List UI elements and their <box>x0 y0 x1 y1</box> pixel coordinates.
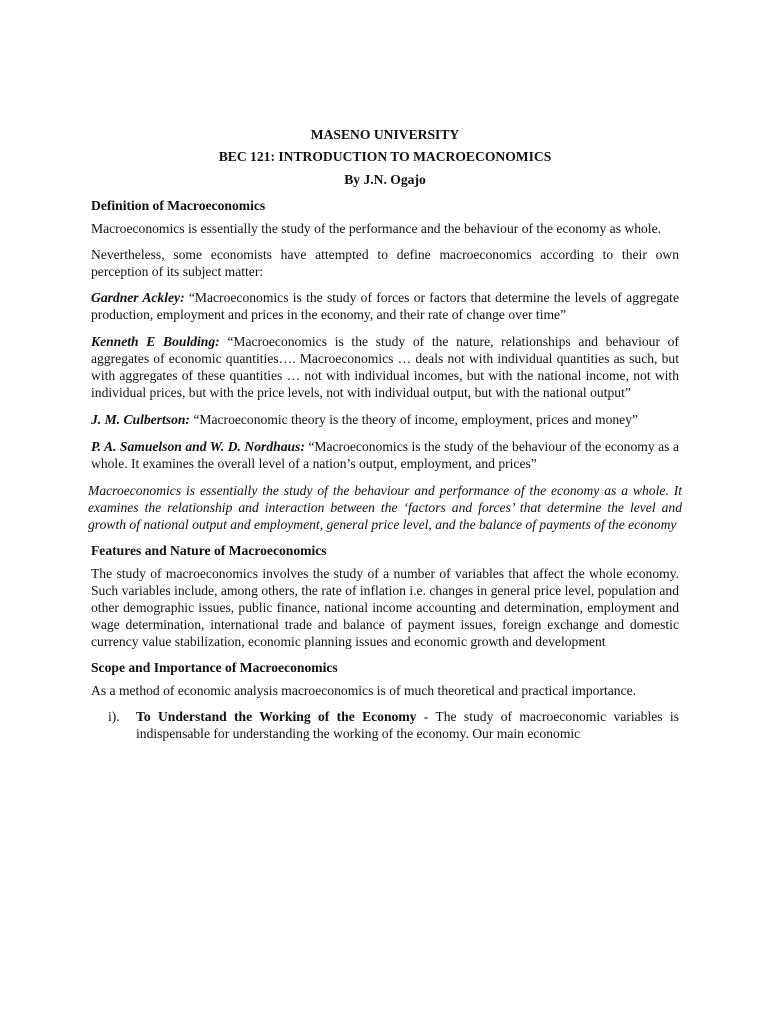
quote-author: Kenneth E Boulding: <box>91 334 220 349</box>
quote-text: “Macroeconomics is the study of the nature, relationships and behaviour of aggregates of economic quantities…. Macroeconomics … deals not with individual quantities as such, but with aggregates of these quantities … not with individual incomes, but with the national income, not with individual prices, but with the price levels, not with individual output, but with the national output” <box>91 334 679 400</box>
scope-heading: Scope and Importance of Macroeconomics <box>91 660 338 675</box>
university-title: MASENO UNIVERSITY <box>310 127 460 142</box>
definition-summary: Macroeconomics is essentially the study of the behaviour and performance of the economy as a whole. It examines the relationship and interaction between the ‘factors and forces’ that determine the level and growth of national output and employment, general price level, and the balance of payments of the economy <box>88 483 682 532</box>
author-line: By J.N. Ogajo <box>344 172 426 187</box>
quote-text: “Macroeconomics is the study of the behaviour of the economy as a whole. It examines the overall level of a nation’s output, employment, and prices” <box>91 439 679 471</box>
quote-author: J. M. Culbertson: <box>91 412 190 427</box>
features-body: The study of macroeconomics involves the study of a number of variables that affect the whole economy. Such variables include, among others, the rate of inflation i.e. changes in general price level, population and other demographic issues, public finance, national income accounting and determination, employment and wage determination, international trade and balance of payment issues, foreign exchange and domestic currency value stabilization, economic planning issues and economic growth and development <box>91 566 679 649</box>
list-item-title: To Understand the Working of the Economy <box>136 709 417 724</box>
quote-samuelson <box>91 438 679 472</box>
quote-ackley <box>91 289 679 323</box>
course-title: BEC 121: INTRODUCTION TO MACROECONOMICS <box>218 149 552 164</box>
quote-text: “Macroeconomic theory is the theory of income, employment, prices and money” <box>189 412 639 427</box>
list-number: i). <box>108 709 120 724</box>
definition-nevertheless: Nevertheless, some economists have attempted to define macroeconomics according to their own perception of its subject matter: <box>91 247 679 279</box>
document-page <box>88 126 682 742</box>
list-item-text: - The study of macroeconomic variables is indispensable for understanding the working of the economy. Our main economic <box>136 709 679 741</box>
list-item <box>91 708 679 742</box>
scope-intro: As a method of economic analysis macroeconomics is of much theoretical and practical importance. <box>91 683 637 698</box>
quote-author: Gardner Ackley: <box>91 290 185 305</box>
quote-author: P. A. Samuelson and W. D. Nordhaus: <box>91 439 305 454</box>
quote-culbertson <box>91 411 679 428</box>
features-heading: Features and Nature of Macroeconomics <box>91 543 327 558</box>
definition-intro: Macroeconomics is essentially the study of the performance and the behaviour of the economy as whole. <box>91 221 662 236</box>
quote-boulding <box>91 333 679 401</box>
definition-heading: Definition of Macroeconomics <box>91 198 266 213</box>
quote-text: “Macroeconomics is the study of forces or factors that determine the levels of aggregate production, employment and prices in the economy, and their rate of change over time” <box>91 290 679 322</box>
